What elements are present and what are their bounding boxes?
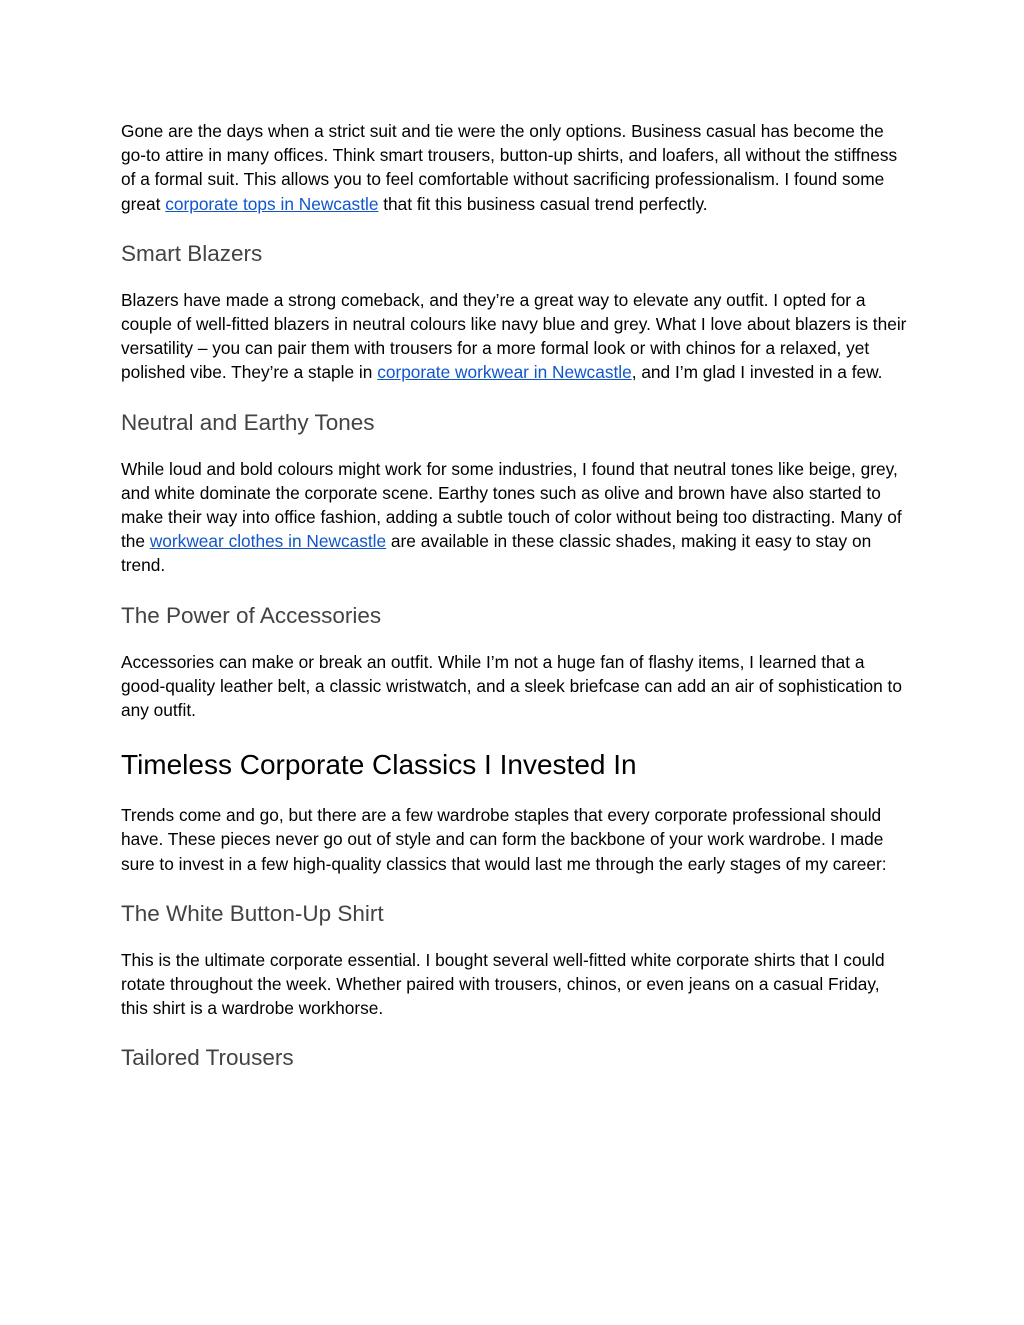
heading-white-shirt: The White Button-Up Shirt [121,900,384,926]
paragraph-text: Gone are the days when a strict suit and tie were the only options. Business casual has become the go-to attire in many offices. Think smart trousers, button-up shirts, and loafers, all without the stiffness of a formal suit. This allows you to feel comfortable without sacrificing professionalism. I found some great [121,121,898,214]
heading-smart-blazers: Smart Blazers [121,240,263,266]
paragraph-accessories: Accessories can make or break an outfit. While I’m not a huge fan of flashy items, I learned that a good-quality leather belt, a classic wristwatch, and a sleek briefcase can add an air of sophistication to any outfit. [121,651,902,721]
paragraph-business-casual [121,119,911,216]
heading-accessories: The Power of Accessories [121,602,382,628]
paragraph-blazers [121,288,911,385]
paragraph-timeless-classics: Trends come and go, but there are a few wardrobe staples that every corporate professional should have. These pieces never go out of style and can form the backbone of your work wardrobe. I made sure to invest in a few high-quality classics that would last me through the early stages of my career: [121,805,887,874]
heading-neutral-tones: Neutral and Earthy Tones [121,409,375,435]
paragraph-text: are available in these classic shades, making it easy to stay on trend. [121,531,872,576]
paragraph-text: that fit this business casual trend perfectly. [378,193,708,214]
paragraph-text: While loud and bold colours might work for some industries, I found that neutral tones like beige, grey, and white dominate the corporate scene. Earthy tones such as olive and brown have also started to make their way into office fashion, adding a subtle touch of color without being too distracting. Many of the [121,458,902,552]
link-workwear-clothes[interactable]: workwear clothes in Newcastle [149,531,387,552]
link-corporate-tops[interactable]: corporate tops in Newcastle [165,193,379,214]
heading-tailored-trousers: Tailored Trousers [121,1045,294,1071]
paragraph-neutral-tones [121,457,911,578]
paragraph-text: , and I’m glad I invested in a few. [631,362,883,383]
link-corporate-workwear[interactable]: corporate workwear in Newcastle [377,362,632,383]
heading-timeless-classics: Timeless Corporate Classics I Invested In [121,749,637,781]
paragraph-white-shirt: This is the ultimate corporate essential. I bought several well-fitted white corporate shirts that I could rotate throughout the week. Whether paired with trousers, chinos, or even jeans on a casual Friday, this shirt is a wardrobe workhorse. [121,949,885,1019]
paragraph-text: Blazers have made a strong comeback, and they’re a great way to elevate any outfit. I opted for a couple of well-fitted blazers in neutral colours like navy blue and grey. What I love about blazers is their versatility – you can pair them with trousers for a more formal look or with chinos for a relaxed, yet polished vibe. They’re a staple in [121,289,907,383]
document-page [121,119,911,1072]
